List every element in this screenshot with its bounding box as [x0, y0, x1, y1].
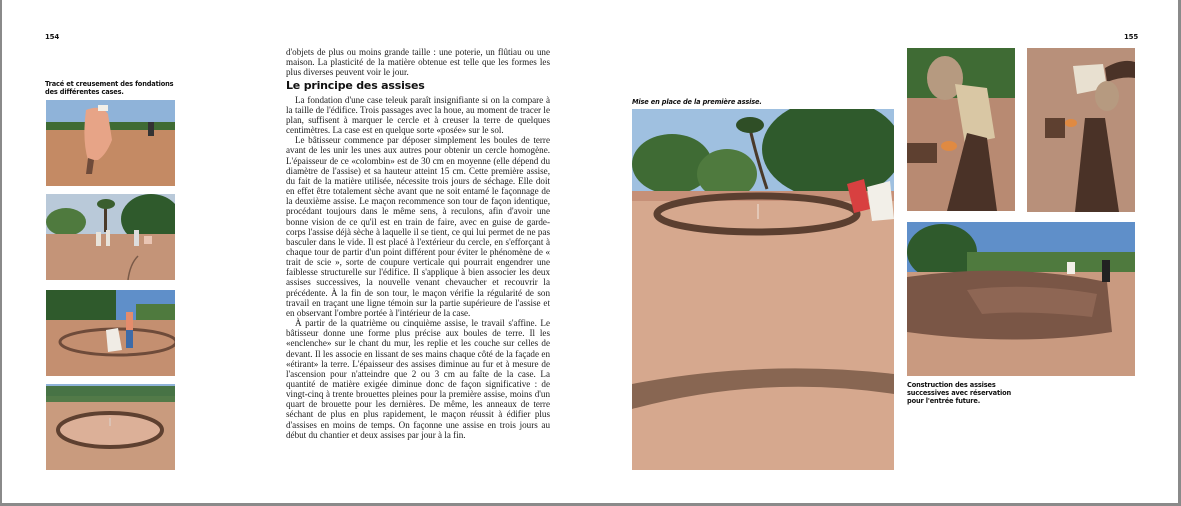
bottom-right-caption: Construction des assises successives avec réservation pour l'entrée future. — [907, 381, 1011, 405]
section-heading: Le principe des assises — [286, 79, 425, 93]
photo-circular-trench — [46, 384, 175, 470]
photo-tracing-circle — [46, 100, 175, 186]
photo-successive-courses — [907, 222, 1135, 376]
photo-mason-with-hat — [907, 48, 1015, 211]
photo-group-tracing — [46, 194, 175, 280]
body-paragraph: La fondation d'une case teleuk paraît insignifiante si on la compare à la taille de l'édifice. Trois passages avec la houe, au moment de tracer le plan, suffisent à marquer le cercle et à creuser la terre de quelques centimètres. La case est en quelque sorte «posée» sur le sol. — [286, 94, 550, 136]
intro-paragraph: d'objets de plus ou moins grande taille : une poterie, un flûtiau ou une maison. La plasticité de la matière obtenue est telle que les formes les plus diverses peuvent voir le jour. — [286, 47, 550, 78]
body-text-column — [286, 47, 550, 440]
page-number-left: 154 — [45, 33, 60, 41]
page-number-right: 155 — [1124, 33, 1139, 41]
photo-first-course — [632, 109, 894, 470]
body-paragraph: À partir de la quatrième ou cinquième assise, le travail s'affine. Le bâtisseur donne une forme plus précise aux boules de terre. Il les «enclenche» sur le chant du mur, les replie et les couche sur celles de devant. Il les associe en lissant de ses mains chaque côté de la façade en «étirant» la terre. L'épaisseur des assises diminue au fur et à mesure de l'ascension pour n'atteindre que 2 ou 3 cm au faîte de la case. La quantité de matière exigée diminue donc de façon significative : de vingt-cinq à trente brouettes pleines pour la première assise, moins d'un quart de brouette pour les dernières. De même, les anneaux de terre séchant de plus en plus rapidement, le maçon réussit à édifier plus d'assises en moins de temps. On façonne une assise en trois jours au début du chantier et deux assises par jour à la fin. — [286, 318, 550, 440]
center-caption: Mise en place de la première assise. — [632, 98, 762, 106]
body-paragraph: Le bâtisseur commence par déposer simplement les boules de terre avant de les unir les unes aux autres pour obtenir un cercle homogène. L'épaisseur de ce «colombin» est de 30 cm en moyenne (elle dépend du diamètre de l'assise) et sa hauteur atteint 15 cm. Cette première assise, du fait de la matière utilisée, nécessite trois jours de séchage. Elle doit en effet être totalement sèche avant que ne soit entamé le façonnage de la deuxième assise. Le maçon recommence son tour de façon identique, procédant toujours dans le même sens, à reculons, afin d'avoir une bonne vision de ce qu'il est en train de faire, avec en guise de garde-corps l'assise déjà sèche à laquelle il se tient, ce qui lui permet de ne pas basculer dans le vide. Il est placé à l'extérieur du cercle, en s'efforçant à chaque tour de partir d'un point différent pour éviter le phénomène de « trait de scie », sorte de coupure verticale qui pourrait engendrer une faiblesse structurelle sur l'édifice. Il s'applique à bien associer les deux assises successives, la nouvelle venant chevaucher et recouvrir la précédente. À la fin de son tour, le maçon vérifie la régularité de son travail en traçant une ligne témoin sur la partie supérieure de l'assise et en observant l'ombre portée à l'intérieur de la case. — [286, 135, 550, 318]
photo-men-at-trench — [46, 290, 175, 376]
left-caption: Tracé et creusement des fondations des différentes cases. — [45, 80, 174, 96]
photo-mason-bent-over — [1027, 48, 1135, 212]
